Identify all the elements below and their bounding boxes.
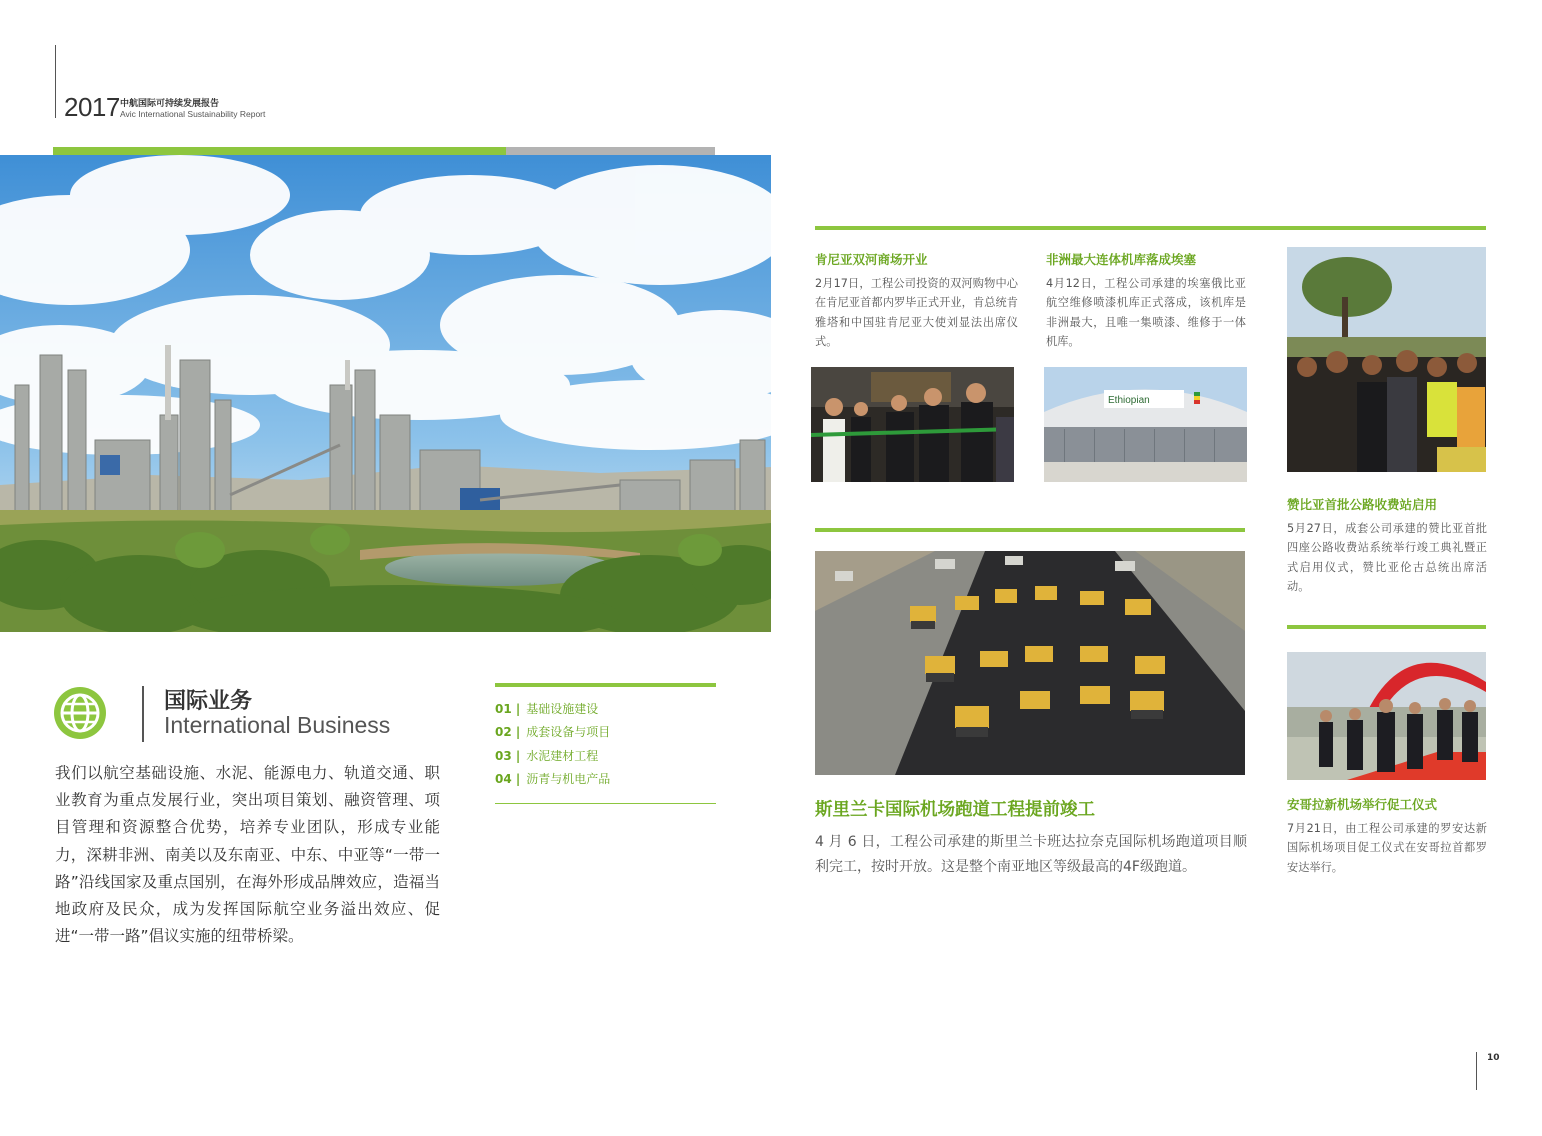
index-item[interactable] (495, 747, 610, 770)
index-item[interactable] (495, 770, 610, 793)
section-title-cn: 国际业务 (164, 689, 253, 714)
hero-cement-plant-photo (0, 155, 771, 632)
report-year: 2017 (64, 92, 120, 122)
index-top-rule (495, 683, 716, 687)
index-number: 03 | (495, 748, 521, 763)
news-angola-body: 7月21日，由工程公司承建的罗安达新国际机场项目促工仪式在安哥拉首都罗安达举行。 (1287, 822, 1487, 874)
news-zambia-photo (1287, 247, 1486, 472)
index-label: 水泥建材工程 (526, 748, 599, 763)
index-label: 成套设备与项目 (526, 725, 611, 740)
hangar-sign: Ethiopian (1108, 395, 1150, 406)
index-bottom-rule (495, 803, 716, 804)
page-number-divider (1476, 1052, 1477, 1090)
section-title-en: International Business (164, 712, 391, 738)
news-kenya-photo (811, 367, 1014, 482)
index-number: 02 | (495, 725, 521, 740)
news-srilanka-title: 斯里兰卡国际机场跑道工程提前竣工 (815, 800, 1095, 820)
news-kenya-body: 2月17日，工程公司投资的双河购物中心在肯尼亚首都内罗毕正式开业，肯总统肯雅塔和中国驻肯尼亚大使刘显法出席仪式。 (815, 277, 1018, 348)
news-srilanka-body: 4 月 6 日，工程公司承建的斯里兰卡班达拉奈克国际机场跑道项目顺利完工，按时开放。这是整个南亚地区等级最高的4F级跑道。 (815, 834, 1247, 875)
page-number: 10 (1487, 1053, 1500, 1063)
section-index (495, 700, 610, 794)
news-angola-rule (1287, 625, 1486, 629)
report-title-cn: 中航国际可持续发展报告 (120, 99, 220, 109)
index-label: 沥青与机电产品 (526, 772, 611, 787)
news-angola-title: 安哥拉新机场举行促工仪式 (1287, 797, 1438, 812)
index-number: 04 | (495, 772, 521, 787)
news-zambia-body: 5月27日，成套公司承建的赞比亚首批四座公路收费站系统举行竣工典礼暨正式启用仪式，赞比亚伦古总统出席活动。 (1287, 522, 1487, 593)
news-ethiopia-title: 非洲最大连体机库落成埃塞 (1046, 252, 1197, 267)
report-title-en: Avic International Sustainability Report (120, 109, 266, 119)
globe-icon (53, 686, 107, 740)
index-number: 01 | (495, 702, 521, 716)
news-srilanka-runway-photo (815, 551, 1245, 775)
news-angola-photo (1287, 652, 1486, 780)
section-intro: 我们以航空基础设施、水泥、能源电力、轨道交通、职业教育为重点发展行业，突出项目策划、融资管理、项目管理和资源整合优势，培养专业团队，形成专业能力，深耕非洲、南美以及东南亚、中东、中亚等“一带一路”沿线国家及重点国别，在海外形成品牌效应，造福当地政府及民众，成为发挥国际航空业务溢出效应、促进“一带一路”倡议实施的纽带桥梁。 (55, 764, 440, 946)
header-divider (55, 45, 56, 118)
news-ethiopia-photo (1044, 367, 1247, 482)
hero-illustration (0, 155, 771, 632)
title-divider (142, 686, 144, 742)
index-label: 基础设施建设 (526, 702, 599, 716)
news-srilanka-rule (815, 528, 1245, 532)
news-ethiopia-body: 4月12日，工程公司承建的埃塞俄比亚航空维修喷漆机库正式落成，该机库是非洲最大，且唯一集喷漆、维修于一体机库。 (1046, 277, 1246, 348)
index-item[interactable] (495, 700, 610, 723)
news-kenya-title: 肯尼亚双河商场开业 (815, 252, 928, 267)
news-top-rule (815, 226, 1486, 230)
index-item[interactable] (495, 723, 610, 746)
news-zambia-title: 赞比亚首批公路收费站启用 (1287, 497, 1438, 512)
